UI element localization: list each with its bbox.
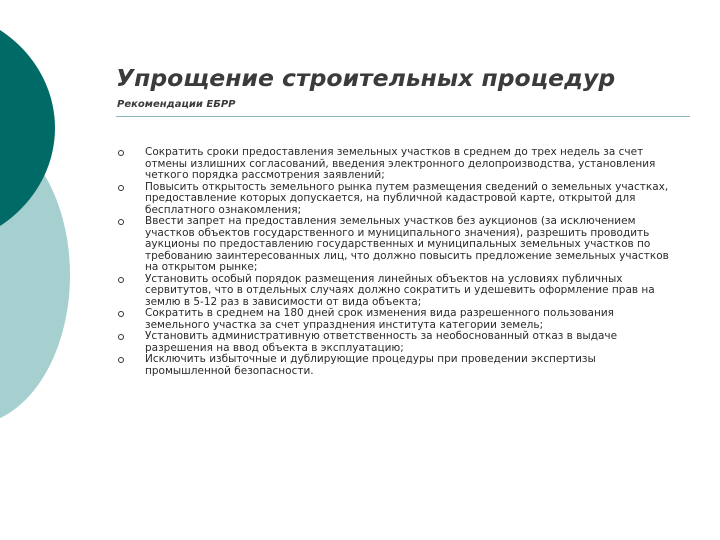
bullet-circle-icon	[118, 219, 124, 225]
list-item	[118, 274, 678, 309]
list-item	[118, 331, 678, 354]
list-item	[118, 216, 678, 274]
bullet-list	[118, 147, 678, 377]
bullet-circle-icon	[118, 277, 124, 283]
title-divider	[116, 116, 690, 117]
slide-title: Упрощение строительных процедур	[116, 64, 616, 92]
slide-subtitle: Рекомендации ЕБРР	[117, 99, 236, 110]
list-item-text: Сократить сроки предоставления земельных участков в среднем до трех недель за счет отмены излишних согласований, введения электронного делопроизводства, установления четкого порядка рассмотрения заявлений;	[145, 146, 656, 181]
list-item-text: Сократить в среднем на 180 дней срок изменения вида разрешенного пользования земельного участка за счет упразднения института категории земель;	[145, 307, 614, 331]
list-item	[118, 147, 678, 182]
list-item-text: Исключить избыточные и дублирующие процедуры при проведении экспертизы промышленной безопасности.	[145, 353, 596, 377]
list-item	[118, 354, 678, 377]
list-item-text: Повысить открытость земельного рынка путем размещения сведений о земельных участках, предоставление которых допускается, на публичной кадастровой карте, открытой для бесплатного ознакомления;	[145, 180, 669, 216]
bullet-circle-icon	[118, 334, 124, 340]
list-item-text: Ввести запрет на предоставления земельных участков без аукционов (за исключением участков объектов государственного и муниципального значения), разрешить проводить аукционы по предоставлению государственных и муниципальных земельных участков по требованию заинтересованных лиц, что должно повысить предложение земельных участков на открытом рынке;	[145, 215, 669, 273]
bullet-circle-icon	[118, 185, 124, 191]
list-item	[118, 308, 678, 331]
list-item	[118, 182, 678, 217]
bullet-circle-icon	[118, 311, 124, 317]
list-item-text: Установить административную ответственность за необоснованный отказ в выдаче разрешения на ввод объекта в эксплуатацию;	[145, 330, 618, 354]
bullet-circle-icon	[118, 357, 124, 363]
bullet-circle-icon	[118, 150, 124, 156]
list-item-text: Установить особый порядок размещения линейных объектов на условиях публичных сервитутов, что в отдельных случаях должно сократить и удешевить оформление прав на землю в 5-12 раз в зависимости от вида объекта;	[145, 272, 655, 308]
